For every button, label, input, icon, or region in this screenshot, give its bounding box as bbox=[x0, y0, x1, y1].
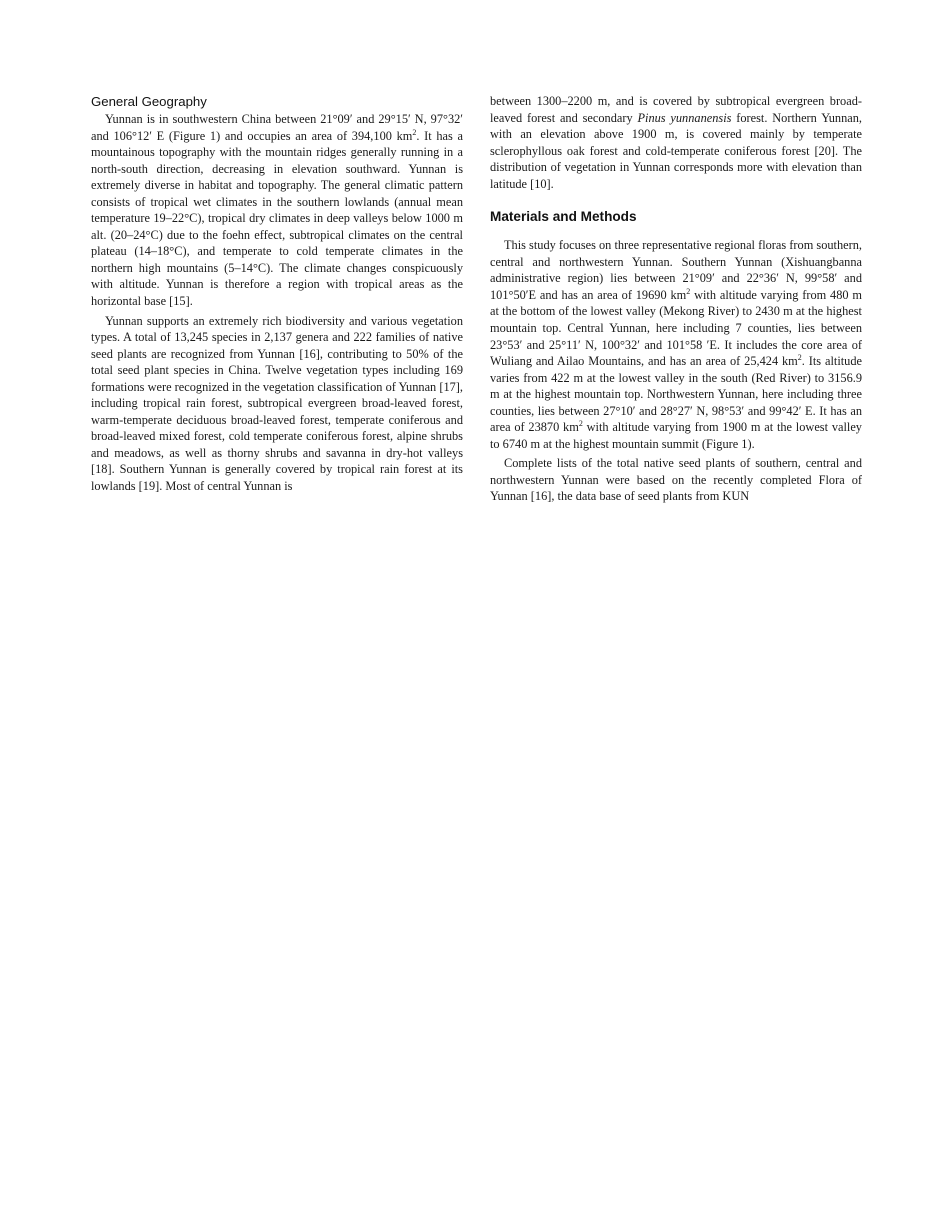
superscript: 2 bbox=[686, 286, 691, 296]
geography-p1-text-b: . It has a mountainous topography with the mountain ridges generally running in a north-south direction, decreasing in elevation southward. Yunnan is extremely diverse in habitat and topography. The general climatic pattern consists of tropical wet climates in the southern lowlands (annual mean temperature 19–22°C), tropical dry climates in deep valleys below 1000 m alt. (20–24°C) due to the foehn effect, subtropical climates on the central plateau (14–18°C), and temperate to cold temperate climates in the northern high mountains (5–14°C). The climate changes conspicuously with altitude. Yunnan is therefore a region with tropical areas as the horizontal base [15]. bbox=[91, 128, 463, 309]
methods-p1-text-d: with altitude varying from 1900 m at the lowest valley to 6740 m at the highest mountain summit (Figure 1). bbox=[490, 420, 862, 451]
methods-paragraph-2: Complete lists of the total native seed plants of southern, central and northwestern Yunnan were based on the recently completed Flora of Yunnan [16], the data base of seed plants from KUN bbox=[490, 456, 862, 504]
species-name: Pinus yunnanensis bbox=[637, 110, 732, 125]
geography-paragraph-1 bbox=[91, 111, 463, 310]
geography-paragraph-2: Yunnan supports an extremely rich biodiversity and various vegetation types. A total of 13,245 species in 2,137 genera and 222 families of native seed plants are recognized from Yunnan [16], contributing to 50% of the total seed plant species in China. Twelve vegetation types including 169 formations were recognized in the vegetation classification of Yunnan [17], including tropical rain forest, subtropical evergreen broad-leaved forest, warm-temperate deciduous broad-leaved forest, temperate coniferous and broad-leaved mixed forest, cold temperate coniferous forest, alpine shrubs and meadows, as well as thorny shrubs and savanna in dry-hot valleys [18]. Southern Yunnan is generally covered by tropical rain forest at its lowlands [19]. Most of central Yunnan is bbox=[91, 313, 463, 494]
geography-p1-text-a: Yunnan is in southwestern China between 21°09′ and 29°15′ N, 97°32′ and 106°12′ E (Figure 1) and occupies an area of 394,100 km bbox=[91, 112, 463, 143]
continued-paragraph bbox=[490, 93, 862, 192]
superscript: 2 bbox=[412, 127, 417, 137]
right-column bbox=[490, 93, 862, 508]
superscript: 2 bbox=[578, 419, 583, 429]
methods-paragraph-1 bbox=[490, 237, 862, 452]
superscript: 2 bbox=[797, 353, 802, 363]
continued-text-b: forest. Northern Yunnan, with an elevation above 1900 m, is covered mainly by temperate sclerophyllous oak forest and cold-temperate coniferous forest [20]. The distribution of vegetation in Yunnan corresponds more with elevation than latitude [10]. bbox=[490, 110, 862, 191]
general-geography-heading: General Geography bbox=[91, 94, 207, 109]
continued-text-a: between 1300–2200 m, and is covered by subtropical evergreen broad-leaved forest and secondary bbox=[490, 94, 862, 125]
materials-methods-heading: Materials and Methods bbox=[490, 209, 637, 225]
methods-p1-text-a: This study focuses on three representative regional floras from southern, central and northwestern Yunnan. Southern Yunnan (Xishuangbanna administrative region) lies between 21°09′ and 22°36′ N, 99°58′ and 101°50′E and has an area of 19690 km bbox=[490, 238, 862, 302]
methods-p1-text-c: . Its altitude varies from 422 m at the lowest valley in the south (Red River) to 3156.9 m at the highest mountain top. Northwestern Yunnan, here including three counties, lies between 27°10′ and 28°27′ N, 98°53′ and 99°42′ E. It has an area of 23870 km bbox=[490, 354, 862, 435]
methods-p1-text-b: with altitude varying from 480 m at the bottom of the lowest valley (Mekong River) to 2430 m at the highest mountain top. Central Yunnan, here including 7 counties, lies between 23°53′ and 25°11′ N, 100°32′ and 101°58 ′E. It includes the core area of Wuliang and Ailao Mountains, and has an area of 25,424 km bbox=[490, 287, 862, 369]
left-column bbox=[91, 93, 463, 498]
